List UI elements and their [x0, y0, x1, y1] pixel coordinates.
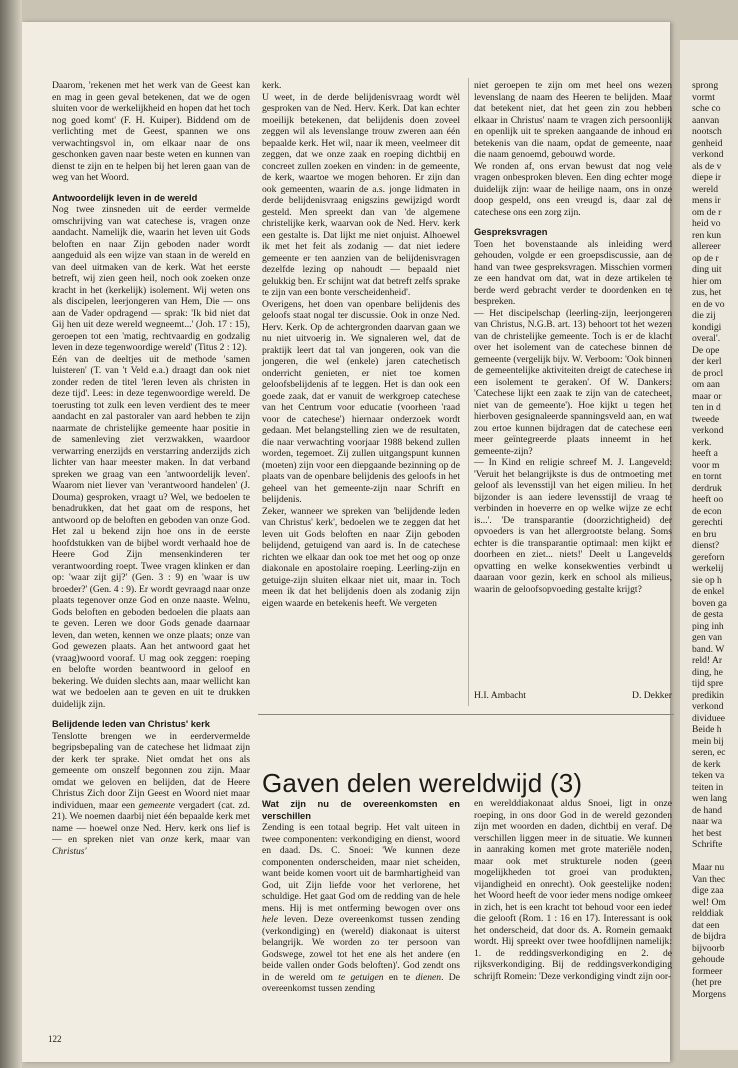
adjacent-page-line: reld! Ar: [692, 655, 723, 666]
adjacent-page-line: nootsch: [692, 126, 722, 137]
adjacent-page-line: seren, ec: [692, 747, 726, 758]
adjacent-page-line: boven ga: [692, 597, 727, 609]
adjacent-page-line: de enkel: [692, 586, 725, 597]
adjacent-page-line: gehoude: [692, 954, 725, 965]
scan-edge: [0, 0, 22, 1068]
adjacent-page-line: de hand: [692, 804, 723, 816]
adjacent-page-line: zus, het: [692, 287, 722, 298]
adjacent-page-line: bijvoorb: [692, 942, 725, 954]
adjacent-page-line: de kerk: [692, 758, 721, 770]
adjacent-page-line: kerk.: [692, 436, 712, 448]
adjacent-page-line: de gesta: [692, 609, 724, 620]
paragraph: We ronden af, ons ervan bewust dat nog vele vragen onbesproken bleven. Een ding echter moge duidelijk zijn: waar de heilige naam, ons in onze doop gespeld, ons een vreugd is, daar zal de catechese ons een zorg zijn.: [474, 160, 672, 218]
column-3: [474, 80, 672, 595]
adjacent-page-line: de econ: [692, 505, 722, 517]
adjacent-page-line: ding uit: [692, 264, 722, 275]
adjacent-page-line: Schrifte: [692, 839, 723, 850]
adjacent-page-line: genheid: [692, 137, 723, 149]
author-name: D. Dekker: [632, 690, 672, 701]
paragraph: niet geroepen te zijn om met heel ons wezen levenslang de naam des Heeren te belijden. Maar dat betekent niet, dat het geen zin zou hebben elkaar in Christus' naam te vragen zich persoonlijk en openlijk uit te spreken aangaande de inhoud en betekenis van die naam, opdat de gemeente, naar die naam genoemd, gebouwd worde.: [474, 80, 672, 160]
article-headline: Gaven delen wereldwijd (3): [262, 768, 583, 798]
adjacent-page-line: en tornt: [692, 471, 722, 482]
adjacent-page-line: relddiak: [692, 908, 724, 919]
adjacent-page-line: om de r: [692, 206, 722, 218]
adjacent-page-line: om aan: [692, 379, 720, 390]
paragraph: — In Kind en religie schreef M. J. Langeveld: 'Veruit het belangrijkste is dus de ontmoeting met geloof als levensstijl van het eigen milieu. In het bijzonder is aan iedere levensstijl de vraag te verbinden in hoeverre en op welke wijze ze echt is...'. 'De transparantie (doorzichtigheid) der opvoeders is van het allergrootste belang. Soms echter is die transparantie optimaal: men kijkt er doorheen en ziet... niets!' Deelt u Langevelds opvatting en welke konsekwenties verbindt u daaraan voor gezin, kerk en school als milieus, waarin de geloofsopvoeding gestalte krijgt?: [474, 457, 672, 595]
adjacent-page-line: ding, he: [692, 666, 723, 678]
article2-column-1: [262, 798, 460, 995]
adjacent-page-line: verkond: [692, 149, 724, 160]
adjacent-page-line: werkelij: [692, 563, 724, 574]
adjacent-page-line: heeft oo: [692, 494, 724, 505]
adjacent-page-line: allereer: [692, 241, 721, 252]
paragraph: kerk.: [262, 80, 282, 91]
adjacent-page-line: sche co: [692, 103, 721, 114]
adjacent-page-line: die zij: [692, 310, 716, 321]
paragraph: U weet, in de derde belijdenisvraag wordt wèl gesproken van de Ned. Herv. Kerk. Dat kan echter moeilijk betekenen, dat belijdenis doen zoveel zeggen wil als levenslange trouw zweren aan één bepaalde kerk. Het wil, naar ik meen, veelmeer dit zeggen, dat we onze zaak en roeping dichtbij en concreet zullen zoeken en vinden: in de gemeente, de kerk, waartoe we mogen behoren. Er zijn dan ook gemeenten, waarin de a.s. jonge lidmaten in derde belijdenisvraag enigszins gewijzigd wordt gesteld. Men spreekt dan van 'de algemene christelijke kerk, waarvan ook de Ned. Herv. kerk een gestalte is. Dat lijkt me niet onjuist. Alhoewel ik met het feit als zodanig — dat niet iedere gemeente er ten aanzien van de belijdenisvragen dezelfde lezing op nahoudt — bepaald niet gelukkig ben. Er schijnt wat dat betreft zelfs sprake te zijn van een bonte verscheidenheid'.: [262, 91, 460, 298]
adjacent-page-line: wel! Om: [692, 896, 726, 908]
adjacent-page-line: Beide h: [692, 724, 722, 735]
adjacent-page-line: tijd spre: [692, 678, 724, 689]
adjacent-page-line: sprong: [692, 80, 719, 91]
column-2: [262, 80, 460, 609]
adjacent-page-line: aanvan: [692, 114, 720, 126]
adjacent-page-line: vormt: [692, 91, 715, 103]
adjacent-page-line: ren kun: [692, 229, 722, 241]
adjacent-page-line: der kerl: [692, 356, 722, 367]
author-signature: [474, 690, 672, 701]
adjacent-page-line: sie op h: [692, 574, 722, 586]
paragraph: Tenslotte brengen we in eerdervermelde begripsbepaling van de catechese het lidmaat zijn der kerk ter sprake. Niet omdat het ons als gemeente om onszelf begonnen zou zijn. Maar omdat we geloven en belijden, dat de Heere Christus Zich door Zijn Geest en Woord niet maar individuen, maar een gemeente vergadert (cat. zd. 21). We noemen daarbij niet één bepaalde kerk met name — hoewel onze Ned. Herv. kerk ons lief is — en spreken niet van onze kerk, maar van Christus': [52, 730, 250, 857]
adjacent-page-line: maar or: [692, 390, 722, 402]
article2-column-2: [474, 798, 672, 982]
adjacent-page-line: heeft a: [692, 448, 718, 459]
adjacent-page-line: en bru: [692, 528, 717, 540]
adjacent-page-line: de procl: [692, 367, 724, 379]
paragraph: en werelddiakonaat aldus Snoei, ligt in onze roeping, in ons door God in de wereld gezonden zijn met woorden en daden, dichtbij en veraf. De verschillen liggen meer in de situatie. We kunnen in aanraking komen met grote materiële noden, maar ook met strukturele noden (geen mogelijkheden tot groei van produkten, vijandigheid en onrecht). Ook geestelijke noden: het Woord heeft de voor ieder mens nodige omkeer in zich, het is een kracht tot behoud voor een ieder die gelooft (Rom. 1 : 16 en 17). Interessant is ook het onderscheid, dat door ds. A. Romein gemaakt wordt. Hij spreekt over twee hoofdlijnen namelijk: 1. de reddingsverkondiging en 2. de rijksverkondiging. Bij de reddingsverkondiging schrijft Romein: 'Deze verkondiging vindt zijn oor-: [474, 798, 672, 982]
adjacent-page-line: Van thec: [692, 873, 726, 885]
paragraph: Nog twee zinsneden uit de eerder vermelde omschrijving van wat catechese is, vragen onze aandacht. Namelijk die, waarin het leven uit Gods beloften en naar Zijn geboden nader wordt aangeduid als een wijze van staan in de wereld en van deel uitmaken van de kerk. Wat het eerste betreft, wij zien geen heil, noch ook zoeken onze kracht in het (kerkelijk) isolement. Wij weten ons als discipelen, leerjongeren van Hem, Die — ons aan de Vader opdragend — sprak: 'Ik bid niet dat Gij hen uit deze wereld wegneemt...' (Joh. 17 : 15), geroepen tot een 'matig, rechtvaardig en godzalig leven in deze tegenwoordige wereld' (Titus 2 : 12).: [52, 204, 250, 353]
column-1: [52, 80, 250, 857]
adjacent-page-line: heid vo: [692, 218, 721, 229]
adjacent-page-edge: [680, 40, 738, 1050]
adjacent-page-line: mein bij: [692, 735, 724, 747]
section-heading-gespreksvragen: Gespreksvragen: [474, 226, 548, 237]
adjacent-page-line: het best: [692, 827, 722, 839]
adjacent-page-line: hier om: [692, 275, 722, 287]
adjacent-page-line: formeer: [692, 965, 723, 977]
adjacent-page-line: als de v: [692, 160, 722, 172]
adjacent-page-line: (het pre: [692, 977, 722, 988]
adjacent-page-line: Maar nu: [692, 862, 725, 873]
adjacent-page-line: gen van: [692, 632, 723, 643]
adjacent-page-line: gerechti: [692, 517, 723, 528]
adjacent-page-line: overal'.: [692, 333, 721, 344]
paragraph: Overigens, het doen van openbare belijdenis des geloofs staat nogal ter discussie. Ook in onze Ned. Herv. Kerk. Op de achtergronden daarvan gaan we nu niet uitvoerig in. We signaleren wel, dat de praktijk leert dat tal van jongeren, ook van die jongeren, die wel (enkele) jaren catechetisch onderricht genieten, er niet toe komen geloofsbelijdenis af te leggen. Het is dan ook een goede zaak, dat er vanuit de werkgroep catechese van het Centrum voor educatie (voorheen 'raad voor de catechese') hiernaar onderzoek wordt gedaan. Met belangstelling zien we de resultaten, die naar verwachting voorjaar 1988 bekend zullen worden, tegemoet. Zij zullen uitgangspunt kunnen (moeten) zijn voor een diepgaande bezinning op de plaats van de openbare belijdenis des geloofs in het geheel van het gemeente-zijn naar Schrift en belijdenis.: [262, 298, 460, 505]
paragraph: — Het discipelschap (leerling-zijn, leerjongeren van Christus, N.G.B. art. 13) behoort tot het wezen van de christelijke gemeente. Toch is er de klacht over het isolement van de catechese binnen de gemeente (vergelijk bijv. W. Verboom: 'Ook binnen de gemeentelijke aktiviteiten dreigt de catechese in een isolement te geraken'. Of W. Dankers: 'Catechese lijkt een zaak te zijn van de catecheet, niet van de gemeente'). Hoe kijkt u tegen het hierboven gesignaleerde spanningsveld aan, en wat zou ertoe kunnen bijdragen dat de catechese een meer geïntegreerde plaats inneemt in het gemeente-zijn?: [474, 307, 672, 457]
adjacent-page-line: verkond: [692, 701, 724, 712]
adjacent-page-line: De ope: [692, 344, 720, 356]
paragraph: Toen het bovenstaande als inleiding werd gehouden, volgde er een groepsdiscussie, aan de hand van twee gespreksvragen. Misschien vormen ze een handvat om dat, wat in deze artikelen te berde werd gebracht verder te doordenken en te bespreken.: [474, 238, 672, 307]
paragraph: Eén van de deeltjes uit de methode 'samen luisteren' (T. van 't Veld e.a.) draagt dan ook niet zonder reden de titel 'leren leven als christen in deze tijd'. Lees: in deze tegenwoordige wereld. De toerusting tot zulk een leven verdient des te meer aandacht en zal pastoraler van aard hebben te zijn naarmate de christelijke gemeente haar positie in de samenleving ziet verzwakken, waardoor verwarring enerzijds en verstarring anderzijds zich lichter van haar meester maken. In dat verband spreken we graag van een 'antwoordelijk leven'. Waarom niet liever van 'verantwoord handelen' (J. Douma) gesproken, vraagt u? Wel, we bedoelen te benadrukken, dat het gaat om de respons, het antwoord op de beloften en geboden van onze God. Het zal u bekend zijn hoe ons in de eerste hoofdstukken van de bijbel wordt verhaald hoe de Heere God Zijn mensenkinderen ter verantwoording roept. Twee vragen klinken er dan op: 'waar zijt gij?' (Gen. 3 : 9) en 'waar is uw broeder?' (Gen. 4 : 9). Er wordt gevraagd naar onze plaats tegenover onze God en onze naaste. Welnu, Gods beloften en geboden bedoelen die plaats aan te geven. Leren we door Gods genade daarnaar leven, dan weten, kennen we onze plaats; onze van God gewezen plaats. Aan het antwoord gaat het (vraag)woord vooraf. U mag ook zeggen: roeping en belofte worden beantwoord in geloof en bekering. We duiden slechts aan, maar wellicht kan wat we bedoelen aan te geven en uit te drukken duidelijk zijn.: [52, 353, 250, 710]
adjacent-page-line: kondigi: [692, 321, 722, 333]
adjacent-page-line: wen lang: [692, 793, 727, 804]
adjacent-page-line: op de r: [692, 252, 719, 264]
column-rule: [468, 78, 469, 706]
adjacent-page-line: gereforn: [692, 551, 725, 563]
section-heading-antwoordelijk: Antwoordelijk leven in de wereld: [52, 191, 198, 203]
adjacent-page-line: dige zaa: [692, 885, 724, 896]
adjacent-page-text-fragments: [692, 80, 738, 1000]
adjacent-page-line: mens ir: [692, 195, 721, 206]
adjacent-page-line: derdruk: [692, 482, 722, 494]
adjacent-page-line: wereld: [692, 183, 719, 195]
article-divider: [258, 714, 674, 715]
adjacent-page-line: dividuee: [692, 712, 726, 724]
adjacent-page-line: Morgens: [692, 988, 726, 1000]
adjacent-page-line: tweede: [692, 413, 720, 425]
adjacent-page-line: verkond: [692, 425, 724, 436]
article2-subheading: Wat zijn nu de overeenkomsten en verschillen: [262, 798, 460, 821]
adjacent-page-line: band. W: [692, 643, 725, 655]
paragraph: Zeker, wanneer we spreken van 'belijdende leden van Christus' kerk', bedoelen we te zeggen dat het leven uit Gods beloften en naar Zijn geboden belijdend, getuigend van aard is. In de catechese richten we elkaar dan ook toe met het oog op onze diakonale en apostolaire roeping. Leerling-zijn en getuige-zijn sluiten elkaar niet uit, maar in. Toch meen ik dat het belijdenis doen als zodanig zijn eigen waarde en betekenis heeft. We vergeten: [262, 505, 460, 609]
adjacent-page-line: diepe ir: [692, 172, 722, 183]
adjacent-page-line: dat een: [692, 919, 720, 931]
adjacent-page-line: ten in d: [692, 402, 721, 413]
adjacent-page-line: teiten in: [692, 781, 724, 793]
adjacent-page-line: [692, 851, 738, 863]
author-location: H.I. Ambacht: [474, 690, 526, 701]
intro-paragraph: Daarom, 'rekenen met het werk van de Geest kan en mag in geen geval betekenen, dat we de ogen sluiten voor de werkelijkheid en hopen dat het toch nog goed komt' (F. H. Kuiper). Biddend om de verlichting met de Geest, spannen we ons verwachtingsvol in, om elkaar naar de ons geschonken gaven naar beste weten en kunnen van dienst te zijn en te helpen bij het leren gaan van de weg van het Woord.: [52, 80, 250, 183]
section-heading-belijdende-leden: Belijdende leden van Christus' kerk: [52, 718, 211, 729]
adjacent-page-line: en de vo: [692, 298, 725, 310]
adjacent-page-line: naar wa: [692, 816, 723, 827]
page-number: 122: [48, 1034, 62, 1044]
adjacent-page-line: predikin: [692, 689, 724, 701]
paragraph: Zending is een totaal begrip. Het valt uiteen in twee componenten: verkondiging en dienst, woord en daad. Ds. C. Snoei: 'We kunnen deze componenten onderscheiden, maar niet scheiden, want beide komen voort uit de barmhartigheid van God, uit Zijn liefde voor het verlorene, het schuldige. Het gaat God om de redding van de hele mens. Hij is met ontferming bewogen over ons hele leven. Deze overeenkomst tussen zending (verkondiging) en (wereld) diakonaat is uiterst belangrijk. We worden zo ter persoon van Godswege, zowel tot het ene als het andere (en beide vallen onder Gods beloften)'. God zendt ons in de wereld om te getuigen en te dienen. De overeenkomst tussen zending: [262, 822, 460, 994]
adjacent-page-line: de bijdra: [692, 931, 726, 942]
adjacent-page-line: teken va: [692, 770, 725, 781]
adjacent-page-line: ping inh: [692, 620, 724, 632]
adjacent-page-line: dienst?: [692, 540, 720, 551]
adjacent-page-line: voor m: [692, 459, 720, 471]
